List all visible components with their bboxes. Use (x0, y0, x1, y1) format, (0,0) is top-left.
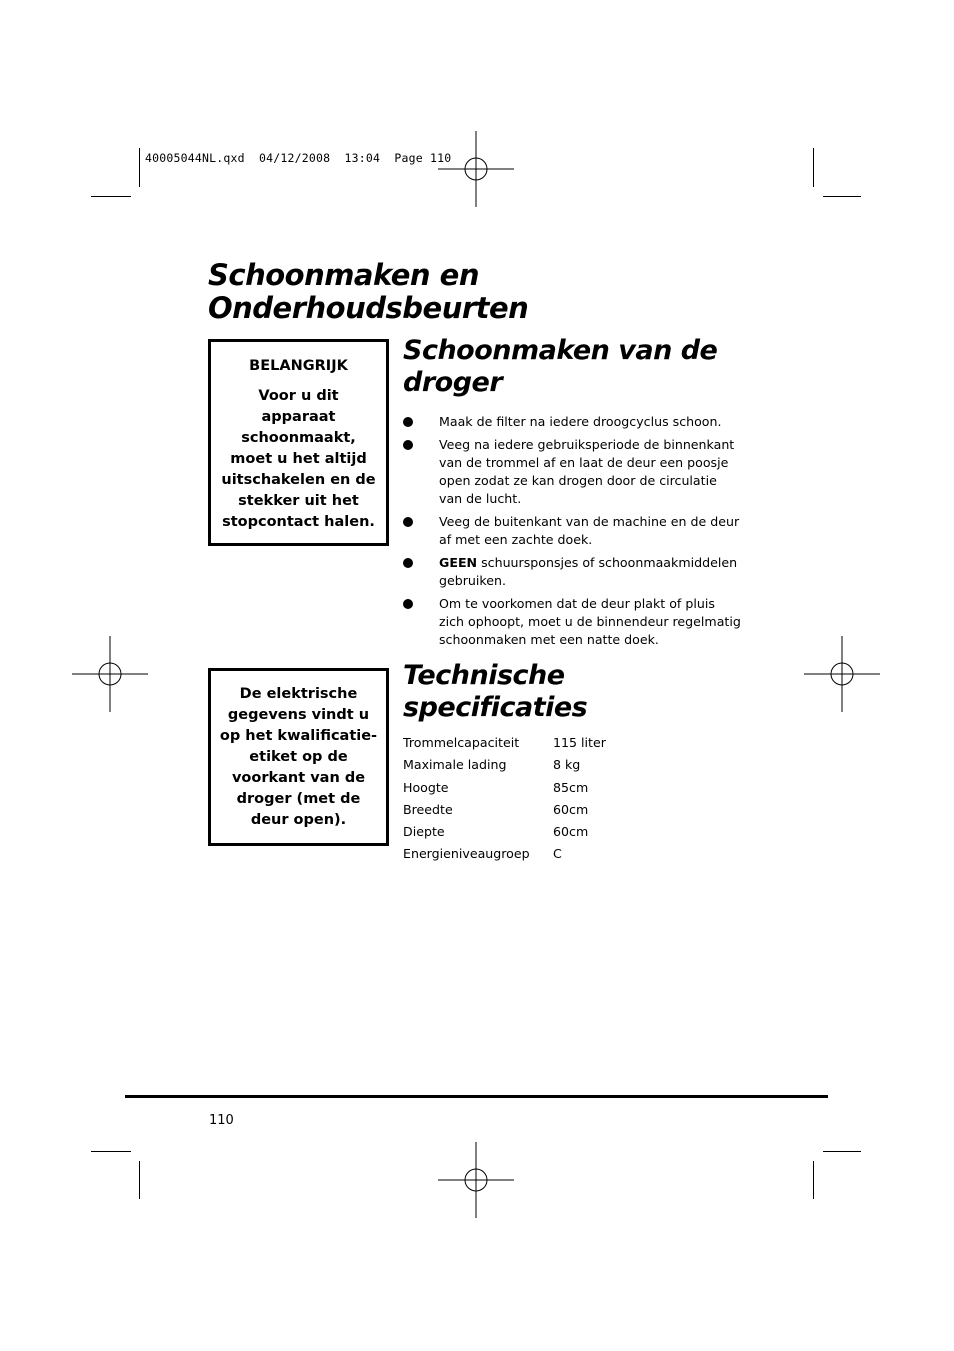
cleaning-list (403, 413, 743, 649)
spec-value: 60cm (553, 801, 589, 817)
registration-mark-icon (804, 636, 880, 712)
important-notice-box (208, 339, 389, 546)
electrical-notice-line: droger (met de (236, 791, 361, 807)
specs-heading: Technische specificaties (403, 660, 588, 723)
page-number: 110 (209, 1113, 234, 1128)
registration-mark-icon (72, 636, 148, 712)
registration-mark-icon (438, 131, 514, 207)
crop-mark (91, 1151, 131, 1152)
cleaning-section (403, 335, 753, 654)
electrical-notice-line: deur open). (250, 812, 347, 828)
spec-value: C (553, 846, 562, 862)
crop-mark (823, 196, 861, 197)
crop-mark (139, 1161, 140, 1199)
spec-label: Hoogte (403, 779, 449, 795)
crop-mark (813, 148, 814, 187)
important-notice-line: stopcontact halen. (222, 514, 375, 530)
crop-mark (91, 196, 131, 197)
important-notice-line: moet u het altijd (230, 451, 367, 467)
page-title-line: Schoonmaken en (208, 258, 479, 292)
specs-table (403, 732, 606, 866)
footer-rule (125, 1095, 828, 1098)
electrical-notice-line: etiket op de (249, 749, 348, 765)
spec-label: Trommelcapaciteit (403, 735, 520, 750)
list-item-text: Veeg de buitenkant van de machine en de deur af met een zachte doek. (439, 514, 740, 547)
important-notice-line: Voor u dit (258, 388, 339, 404)
spec-value: 85cm (553, 779, 589, 795)
cleaning-heading-line: Schoonmaken van de (403, 335, 718, 366)
spec-value: 60cm (553, 824, 589, 840)
cleaning-heading (403, 335, 753, 399)
spec-label: Diepte (403, 824, 445, 840)
list-item (403, 436, 743, 508)
print-slug: 40005044NL.qxd 04/12/2008 13:04 Page 110 (145, 151, 452, 165)
spec-value: 115 liter (553, 735, 606, 750)
electrical-notice-line: gegevens vindt u (227, 707, 370, 723)
electrical-notice-box (208, 668, 389, 846)
important-notice-heading: BELANGRIJK (249, 358, 348, 374)
table-row (403, 754, 606, 776)
list-item-text: Om te voorkomen dat de deur plakt of pluis zich ophoopt, moet u de binnendeur regelmatig schoonmaken met een natte doek. (439, 596, 741, 647)
important-notice-line: apparaat (261, 409, 336, 425)
list-item (403, 595, 743, 649)
specs-section (403, 660, 753, 866)
electrical-notice-line: voorkant van de (231, 770, 366, 786)
spec-label: Breedte (403, 801, 453, 817)
bullet-icon (403, 599, 413, 609)
table-row (403, 732, 606, 754)
page-title-line: Onderhoudsbeurten (208, 291, 529, 325)
important-notice-line: schoonmaakt, (241, 430, 356, 446)
crop-mark (139, 148, 140, 187)
list-item (403, 554, 743, 590)
bullet-icon (403, 517, 413, 527)
electrical-notice-line: op het kwalificatie- (219, 728, 378, 744)
bullet-icon (403, 558, 413, 568)
list-item (403, 413, 743, 431)
table-row (403, 777, 606, 799)
spec-value: 8 kg (553, 757, 581, 773)
cleaning-heading-line: droger (403, 367, 503, 398)
electrical-notice-line: De elektrische (239, 686, 358, 702)
list-item (403, 513, 743, 549)
bullet-icon (403, 440, 413, 450)
table-row (403, 843, 606, 865)
spec-label: Maximale lading (403, 757, 507, 773)
registration-mark-icon (438, 1142, 514, 1218)
spec-label: Energieniveaugroep (403, 846, 530, 862)
list-item-text: Veeg na iedere gebruiksperiode de binnenkant van de trommel af en laat de deur een poosje open zodat ze kan drogen door de circulatie van de lucht. (439, 437, 735, 506)
crop-mark (813, 1161, 814, 1199)
page-title (208, 259, 528, 325)
table-row (403, 821, 606, 843)
important-notice-line: uitschakelen en de (221, 472, 376, 488)
important-notice-line: stekker uit het (238, 493, 359, 509)
list-item-text: schuursponsjes of schoonmaakmiddelen gebruiken. (439, 555, 738, 588)
list-item-text: Maak de filter na iedere droogcyclus schoon. (439, 414, 722, 429)
table-row (403, 799, 606, 821)
crop-mark (823, 1151, 861, 1152)
bullet-icon (403, 417, 413, 427)
list-item-emphasis: GEEN (439, 555, 478, 570)
